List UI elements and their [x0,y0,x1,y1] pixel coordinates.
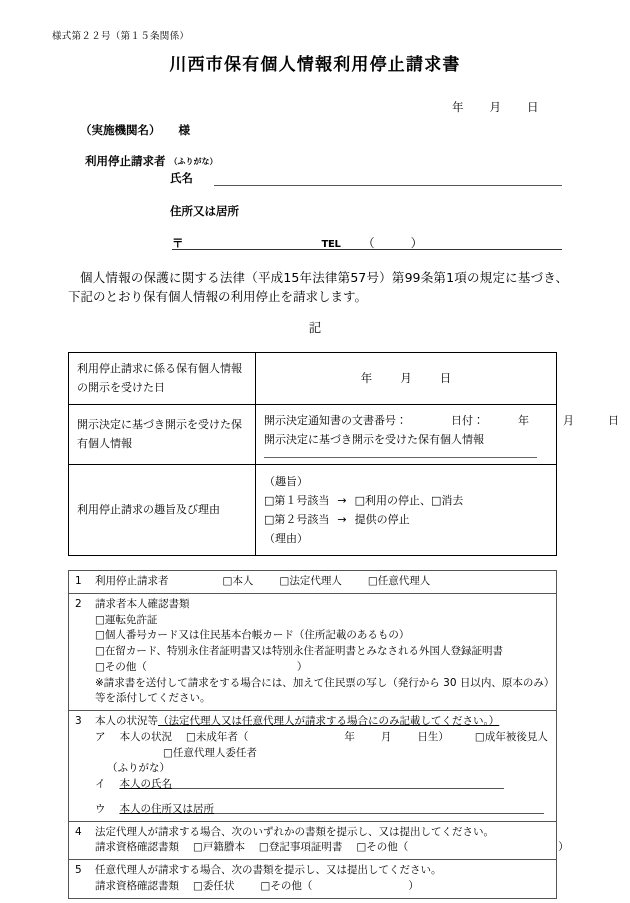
item3-furigana: （ふりがな） [107,762,170,775]
requester-label-text: 利用停止請求者 [85,154,166,168]
checkbox-voluntary-rep[interactable]: □任意代理人 [367,575,431,587]
row3-head: 利用停止請求の趣旨及び理由 [69,465,256,556]
item5-number: 5 [75,864,82,876]
other-close: ） [296,660,308,673]
item2-number: 2 [75,597,82,610]
other-open: □その他（ [95,660,147,673]
date-month-label: 月 [489,100,501,114]
checkbox-adult-ward[interactable]: □成年被後見人 [474,730,548,743]
sub-a-day: 日生） [417,730,449,743]
row1-month: 月 [400,371,412,386]
name-input-rule[interactable] [214,185,562,186]
sub-b-marker: イ [95,778,106,790]
issue-date-label: 日付： [451,413,484,427]
sub-a-year: 年 [344,730,355,743]
requester-furigana-label: （ふりがな） [169,157,218,166]
item3-label: 本人の状況等 [95,715,158,727]
item3-sub-c[interactable] [95,802,550,818]
item1-label: 利用停止請求者 [95,575,169,587]
item2-label: 請求者本人確認書類 [95,597,190,610]
checkbox-residence-card[interactable]: □在留カード、特別永住者証明書又は特別永住者証明書とみなされる外国人登録証明書 [95,645,503,657]
form-number: 様式第２２号（第１５条関係） [52,31,190,42]
row3-body[interactable] [256,465,557,556]
requester-label [85,153,218,169]
item4-cell[interactable] [69,821,569,860]
arrow-icon: → [337,513,347,526]
shushi-option-2[interactable] [264,510,548,529]
checkbox-minor[interactable]: □未成年者（ [186,730,249,743]
table-row [69,593,557,710]
arrow-icon: → [337,493,347,507]
sub-c-marker: ウ [95,802,106,815]
item5-options[interactable] [95,879,550,895]
legal-statement [68,268,568,307]
row2-day: 日 [608,413,619,427]
item2-note: ※請求書を送付して請求をする場合には、加えて住民票の写し（発行から 30 日以内、原本のみ）等を添付してください。 [95,676,550,705]
row1-head: 利用停止請求に係る保有個人情報の開示を受けた日 [69,353,256,405]
sub-a-marker: ア [95,730,106,743]
sub-a-label: 本人の状況 [119,730,172,743]
table-row [69,404,557,465]
date-year-label: 年 [452,100,464,114]
paren-open: （ [362,236,375,250]
item4-number: 4 [75,825,82,838]
sub-b-label: 本人の氏名 [119,778,172,790]
checkbox-other-document[interactable] [95,660,550,676]
ki-heading: 記 [308,320,322,335]
legal-statement-text: 個人情報の保護に関する法律（平成15年法律第57号）第99条第1項の規定に基づき、下記のとおり保有個人情報の利用停止を請求します。 [68,270,568,305]
item2-result: 提供の停止 [354,513,410,526]
item4-doc-label: 請求資格確認書類 [95,841,179,854]
table-row [69,860,557,899]
table-row [69,353,557,405]
item3-number: 3 [75,715,82,727]
sub-b-input-rule[interactable] [172,777,504,789]
table-row [69,821,557,860]
checkbox-power-of-attorney[interactable]: □委任状 [193,879,235,892]
item5-label: 任意代理人が請求する場合、次の書類を提示し、又は提出してください。 [95,864,442,876]
item2-cell[interactable] [69,593,557,710]
agency-name-label: （実施機関名） [80,123,161,137]
item3-sub-b[interactable] [95,777,550,793]
riyu-label: （理由） [264,532,308,546]
checkbox-voluntary-delegator[interactable]: □任意代理人委任者 [163,746,257,759]
row1-day: 日 [439,371,452,386]
tel-label: TEL [321,239,341,250]
item1-cell[interactable] [69,571,557,594]
disclosure-table [68,352,619,556]
item5-doc-label: 請求資格確認書類 [95,879,179,892]
sub-c-input-rule[interactable] [214,802,544,814]
sub-a-month: 月 [380,730,392,743]
item1-number: 1 [75,575,82,587]
item1-result[interactable]: □利用の停止、□消去 [354,493,464,507]
checkbox-item5-other[interactable]: □その他（ [260,879,313,892]
checkbox-self[interactable]: □本人 [222,575,254,587]
row2-year: 年 [518,413,529,427]
document-number-label: 開示決定通知書の文書番号： [264,413,407,427]
paren-close: ） [410,236,423,250]
item5-other-close: ） [408,879,419,892]
table-row [69,571,557,594]
row2-body[interactable] [256,404,619,465]
item3-label-note: （法定代理人又は任意代理人が請求する場合にのみ記載してください。） [158,715,500,727]
row2-write-rule[interactable] [264,457,537,458]
checkbox-item2[interactable]: □第２号該当 [264,513,330,526]
checkbox-drivers-license[interactable]: □運転免許証 [95,613,158,626]
zip-symbol: 〒 [172,236,184,250]
date-day-label: 日 [527,100,539,114]
document-number-line [264,411,619,430]
item4-options[interactable] [95,840,569,856]
checkbox-item1[interactable]: □第１号該当 [264,493,330,507]
item3-sub-a[interactable] [95,730,550,746]
agency-name-line [80,122,190,138]
row2-month: 月 [563,413,574,427]
checkbox-family-register[interactable]: □戸籍謄本 [193,841,245,854]
item5-cell[interactable] [69,860,557,899]
zip-tel-input-rule[interactable] [172,249,562,250]
row2-head: 開示決定に基づき開示を受けた保有個人情報 [69,404,256,465]
item3-cell[interactable] [69,711,557,822]
shushi-option-1[interactable] [264,491,548,510]
agency-honorific: 様 [178,123,190,137]
checkbox-legal-rep[interactable]: □法定代理人 [279,575,342,587]
item4-other-close: ） [558,841,569,854]
row2-subject-label: 開示決定に基づき開示を受けた保有個人情報 [264,432,484,446]
submission-date-line [452,99,539,115]
name-label: 氏名 [170,171,193,185]
sub-c-label: 本人の住所又は居所 [119,802,214,815]
address-label: 住所又は居所 [170,204,239,218]
table-row [69,465,557,556]
checkbox-registry-certificate[interactable]: □登記事項証明書 [258,841,343,854]
shushi-label: （趣旨） [264,474,308,488]
checkbox-mynumber-card[interactable]: □個人番号カード又は住民基本台帳カード（住所記載のあるもの） [95,629,410,642]
row1-year: 年 [360,371,373,386]
table-row [69,711,557,822]
page-title: 川西市保有個人情報利用停止請求書 [169,55,461,75]
attachments-table [68,570,569,899]
item3-spacer [75,793,550,802]
row1-date-cell[interactable] [256,353,557,405]
item4-label: 法定代理人が請求する場合、次のいずれかの書類を提示し、又は提出してください。 [95,825,494,838]
checkbox-item4-other[interactable]: □その他（ [356,841,409,854]
